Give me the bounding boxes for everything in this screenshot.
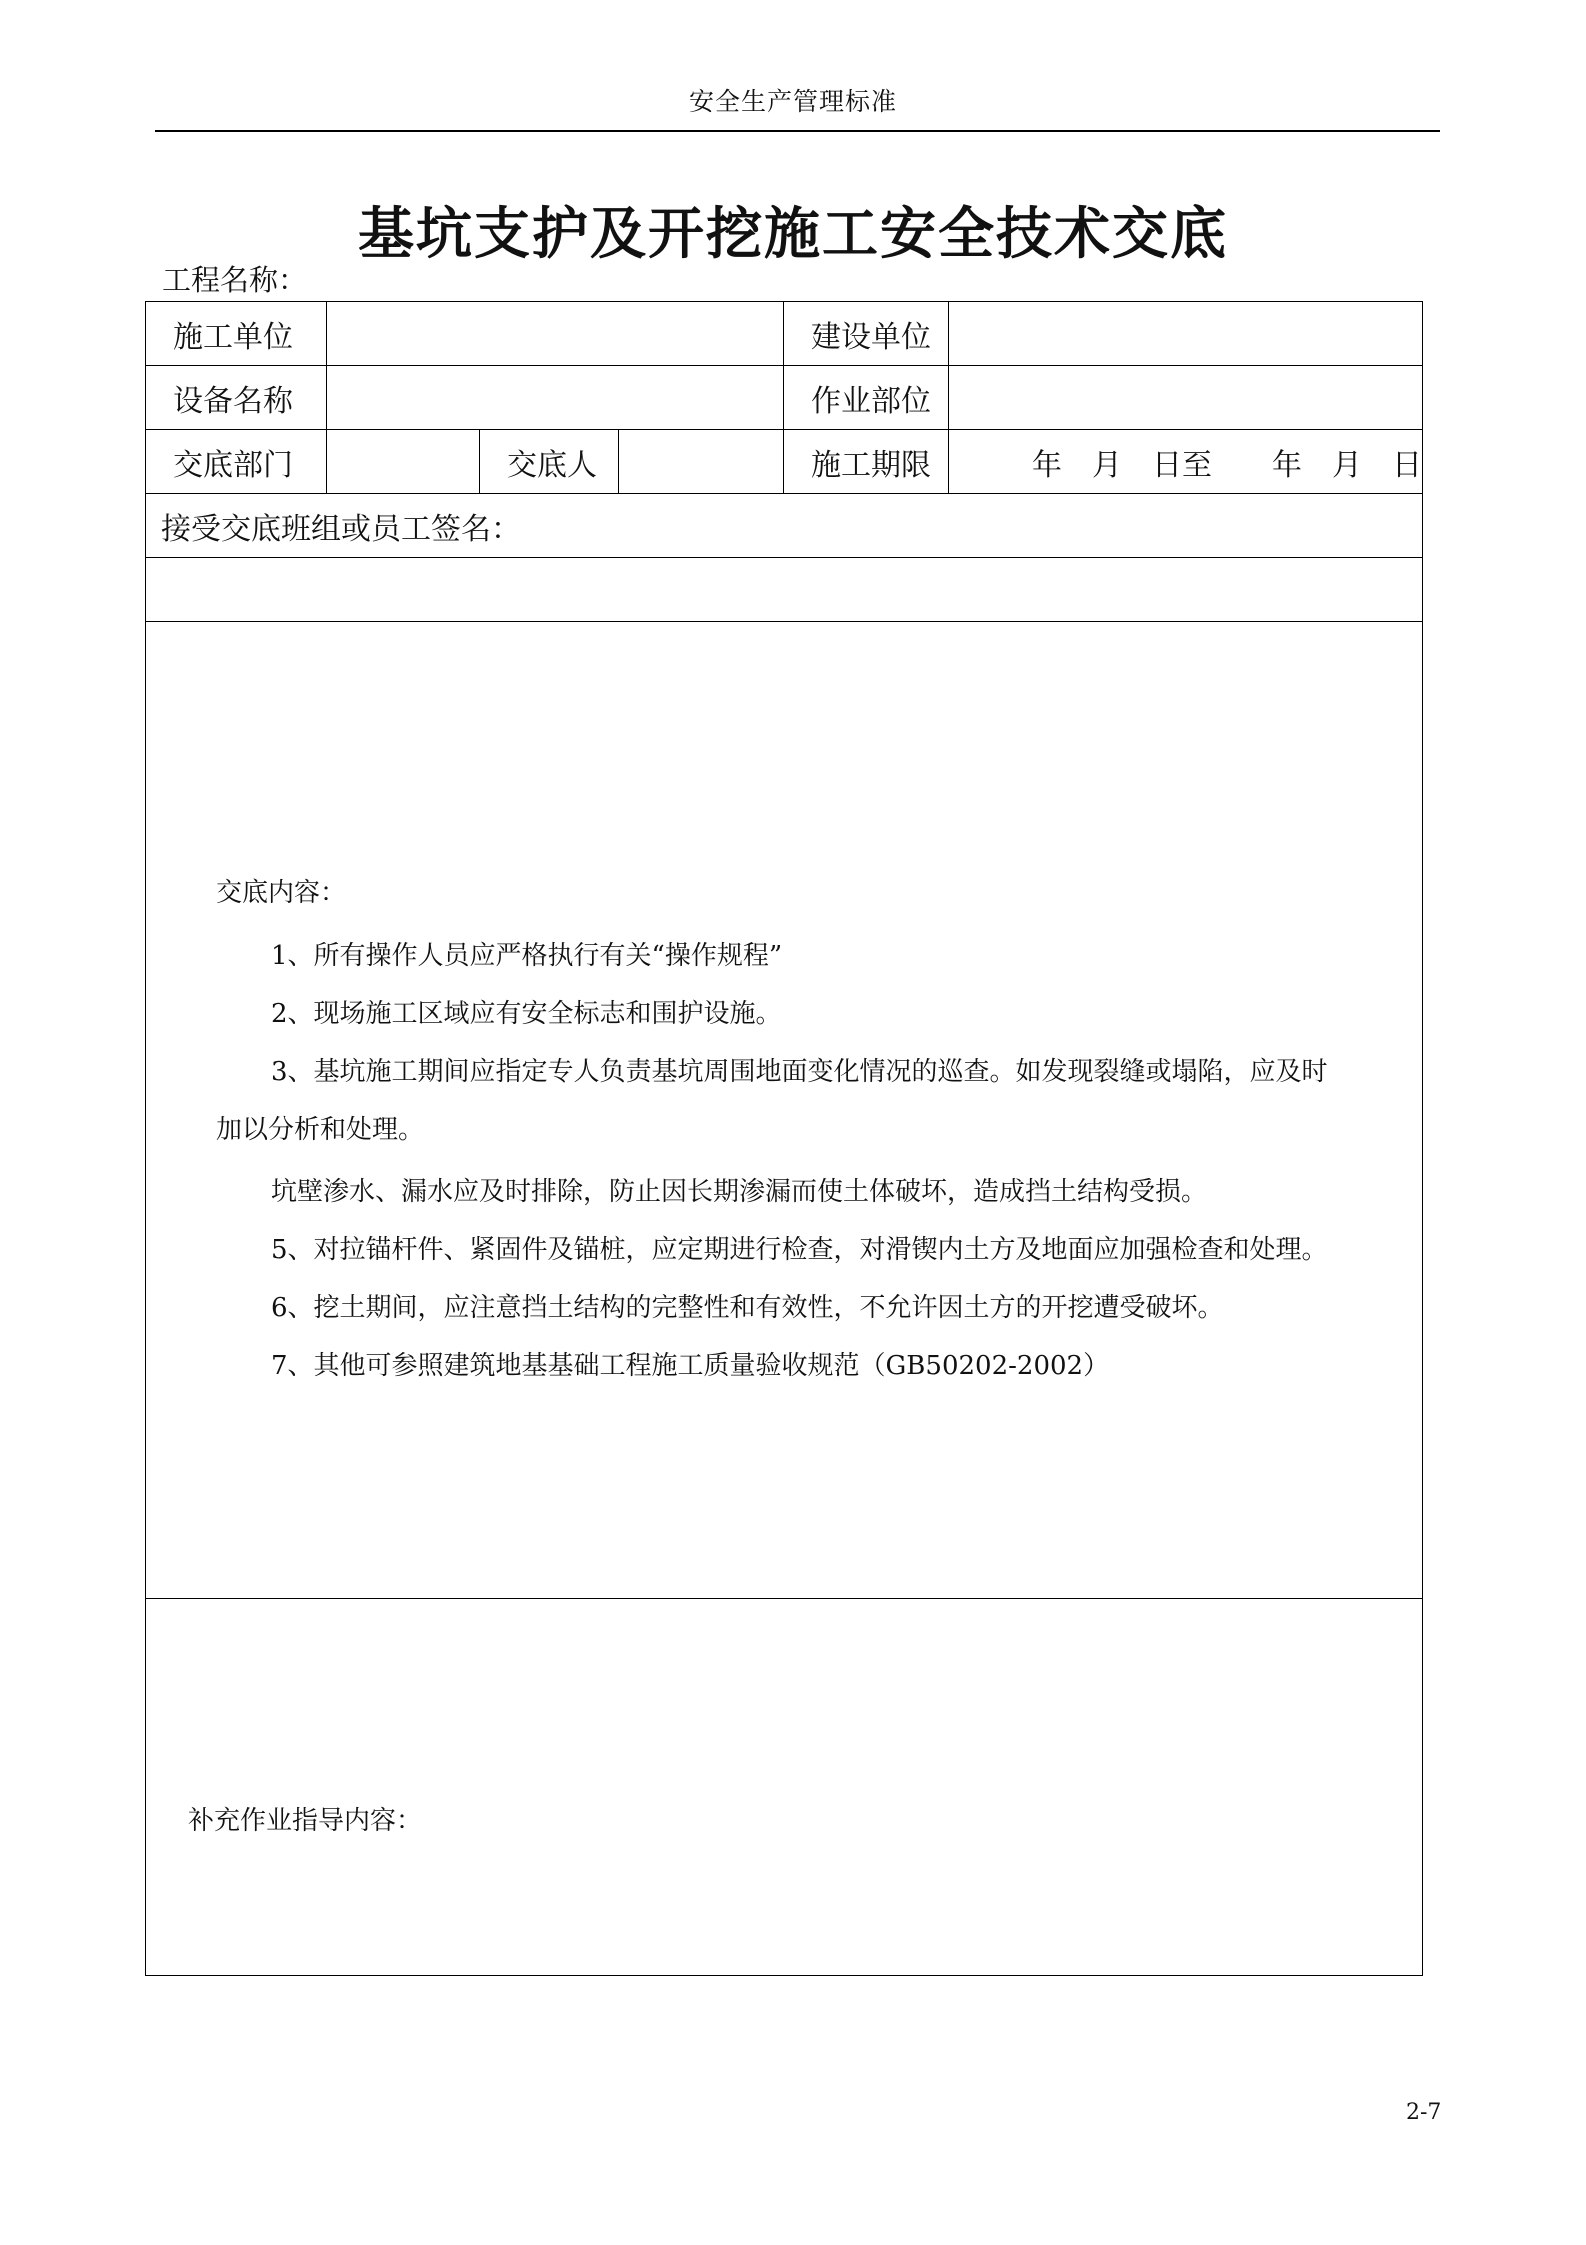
briefer-label: 交底人 (480, 430, 619, 494)
equipment-field[interactable] (327, 366, 784, 430)
dept-label: 交底部门 (146, 430, 327, 494)
form-row-signature (146, 558, 1423, 622)
content-item-3-continued: 加以分析和处理。 (216, 1115, 425, 1145)
supplement-cell[interactable] (146, 1599, 1423, 1976)
content-heading: 交底内容： (216, 878, 347, 908)
signature-field[interactable] (146, 558, 1423, 622)
content-item-3: 3、基坑施工期间应指定专人负责基坑周围地面变化情况的巡查。如发现裂缝或塌陷，应及时 (271, 1057, 1328, 1087)
content-item-4: 坑壁渗水、漏水应及时排除，防止因长期渗漏而使土体破坏，造成挡土结构受损。 (271, 1177, 1208, 1207)
content-item-2: 2、现场施工区域应有安全标志和围护设施。 (271, 999, 782, 1029)
form-row-signature-label (146, 494, 1423, 558)
period-field[interactable]: 年 月 日至 年 月 日 (949, 430, 1423, 494)
briefing-form (145, 301, 1423, 1976)
form-row-units (146, 302, 1423, 366)
dept-field[interactable] (327, 430, 480, 494)
content-items (173, 927, 1422, 1395)
form-row-briefing (146, 430, 1423, 494)
construction-unit-field[interactable] (327, 302, 784, 366)
supplement-label: 补充作业指导内容： (188, 1806, 423, 1836)
period-label: 施工期限 (784, 430, 949, 494)
form-row-content (146, 622, 1423, 1599)
construction-unit-label: 施工单位 (146, 302, 327, 366)
project-name-label: 工程名称： (162, 263, 308, 297)
content-cell (146, 622, 1423, 1599)
briefer-field[interactable] (619, 430, 784, 494)
work-location-field[interactable] (949, 366, 1423, 430)
work-location-label: 作业部位 (784, 366, 949, 430)
owner-unit-field[interactable] (949, 302, 1423, 366)
content-item-6: 6、挖土期间，应注意挡土结构的完整性和有效性，不允许因土方的开挖遭受破坏。 (271, 1293, 1224, 1323)
page-number: 2-7 (1406, 2100, 1442, 2125)
content-item-7: 7、其他可参照建筑地基基础工程施工质量验收规范（GB50202-2002） (271, 1351, 1110, 1381)
form-row-supplement (146, 1599, 1423, 1976)
equipment-label: 设备名称 (146, 366, 327, 430)
running-header: 安全生产管理标准 (688, 87, 897, 116)
content-item-1: 1、所有操作人员应严格执行有关“操作规程” (271, 941, 783, 971)
form-row-equipment (146, 366, 1423, 430)
content-item-5: 5、对拉锚杆件、紧固件及锚桩，应定期进行检查，对滑锲内土方及地面应加强检查和处理。 (271, 1235, 1328, 1265)
header-rule (155, 130, 1440, 132)
signature-label: 接受交底班组或员工签名： (146, 494, 1423, 558)
document-title: 基坑支护及开挖施工安全技术交底 (358, 202, 1228, 267)
owner-unit-label: 建设单位 (784, 302, 949, 366)
